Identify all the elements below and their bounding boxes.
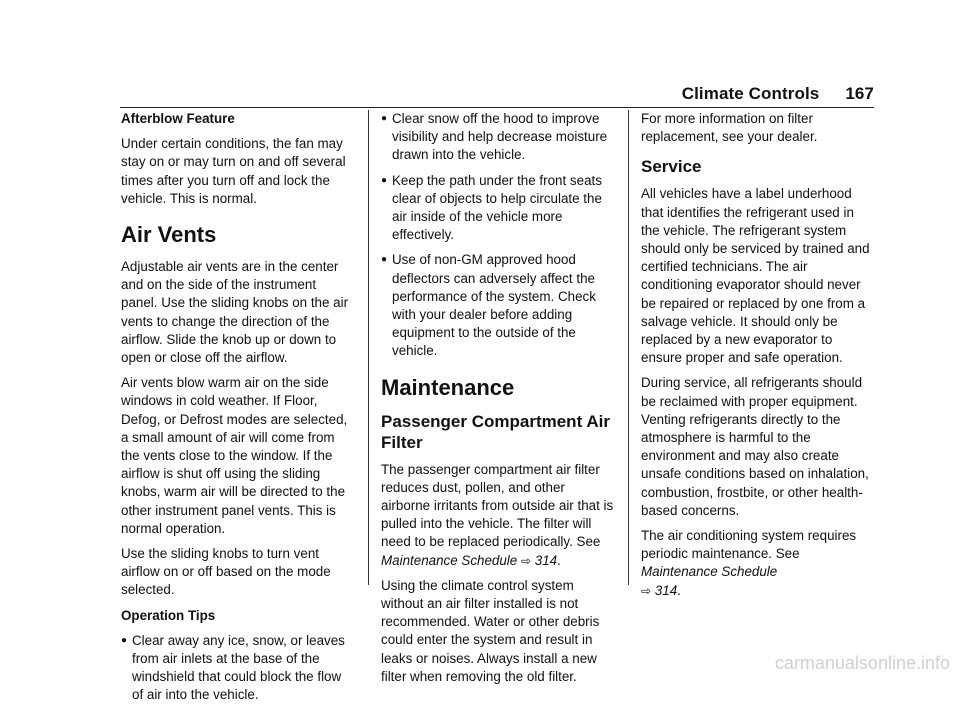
list-item-text: Clear snow off the hood to improve visibility and help decrease moisture drawn into the vehicle. (392, 111, 608, 163)
page-ref-arrow-icon: ⇨ (520, 553, 532, 568)
column-1 (121, 110, 356, 712)
page-reference[interactable]: 314 (534, 552, 558, 568)
afterblow-title: Afterblow Feature (121, 111, 235, 126)
list-item (121, 632, 356, 705)
list-item-text: Keep the path under the front seats clear of objects to help circulate the air inside of the vehicle more effectively. (392, 172, 602, 243)
column-divider (628, 110, 629, 585)
service-paragraph: During service, all refrigerants should be reclaimed with proper equipment. Venting refrigerants directly to the atmosphere is harmful to the environment and may also create unsafe conditions based on inhalation, combustion, frostbite, or other health-based concerns. (641, 375, 869, 518)
list-item-text: Use of non-GM approved hood deflectors can adversely affect the performance of the system. Check with your dealer before adding equipment to the outside of the vehicle. (392, 252, 596, 359)
bullet-dot-icon: ● (381, 113, 388, 124)
service-paragraph (641, 527, 876, 600)
watermark: carmanualsonline.info (774, 653, 950, 673)
filter-heading: Passenger Compartment Air Filter (381, 411, 610, 452)
bullet-dot-icon: ● (381, 254, 388, 266)
header-divider (120, 107, 874, 108)
running-header (682, 84, 874, 104)
bullet-dot-icon: ● (121, 634, 128, 646)
more-info-text: For more information on filter replacement, see your dealer. (641, 111, 818, 145)
section-title: Climate Controls (681, 84, 820, 103)
list-item (381, 172, 616, 245)
filter-paragraph (381, 461, 616, 570)
page-ref-arrow-icon: ⇨ (641, 583, 652, 598)
maintenance-schedule-link[interactable]: Maintenance Schedule (641, 564, 778, 580)
page-number: 167 (845, 84, 874, 103)
filter-text: The passenger compartment air filter reduces dust, pollen, and other airborne irritants from outside air that is pulled into the vehicle. The filter will need to be replaced periodically. See (381, 461, 614, 550)
column-2 (381, 110, 616, 693)
list-item (381, 251, 616, 360)
filter-paragraph: Using the climate control system without an air filter installed is not recommended. Water or other debris could enter the system and result in leaks or noises. Always install a new filter when removing the old filter. (381, 577, 600, 684)
afterblow-text: Under certain conditions, the fan may stay on or may turn on and off several times after you turn off and lock the vehicle. This is normal. (121, 136, 346, 206)
service-paragraph: All vehicles have a label underhood that identifies the refrigerant used in the vehicle. The refrigerant system should only be serviced by trained and certified technicians. The air conditioning evaporator should never be repaired or replaced by one from a salvage vehicle. It should only be replaced by a new evaporator to ensure proper and safe operation. (641, 186, 870, 366)
maintenance-schedule-link[interactable]: Maintenance Schedule (381, 552, 518, 568)
column-3 (641, 110, 876, 607)
air-vents-heading: Air Vents (121, 222, 217, 248)
operation-tips-title: Operation Tips (121, 607, 216, 623)
column-divider (368, 110, 369, 585)
service-text: The air conditioning system requires periodic maintenance. See (641, 528, 857, 562)
service-heading: Service (641, 157, 702, 177)
sentence-end: . (557, 552, 561, 568)
page-reference[interactable]: 314 (654, 582, 678, 598)
air-vents-paragraph: Air vents blow warm air on the side windows in cold weather. If Floor, Defog, or Defrost modes are selected, a small amount of air will come from the vents close to the window. If the airflow is shut off using the sliding knobs, warm air will be directed to the other instrument panel vents. This is normal operation. (121, 375, 348, 536)
list-item-text: Clear away any ice, snow, or leaves from air inlets at the base of the windshield that could block the flow of air into the vehicle. (132, 632, 345, 703)
sentence-end: . (677, 582, 681, 598)
bullet-dot-icon: ● (381, 174, 388, 186)
maintenance-heading: Maintenance (381, 374, 515, 400)
list-item (381, 110, 616, 165)
air-vents-paragraph: Use the sliding knobs to turn vent airflow on or off based on the mode selected. (121, 546, 331, 598)
air-vents-paragraph: Adjustable air vents are in the center and on the side of the instrument panel. Use the sliding knobs on the air vents to change the direction of the airflow. Slide the knob up or down to open or close off the airflow. (121, 259, 349, 366)
